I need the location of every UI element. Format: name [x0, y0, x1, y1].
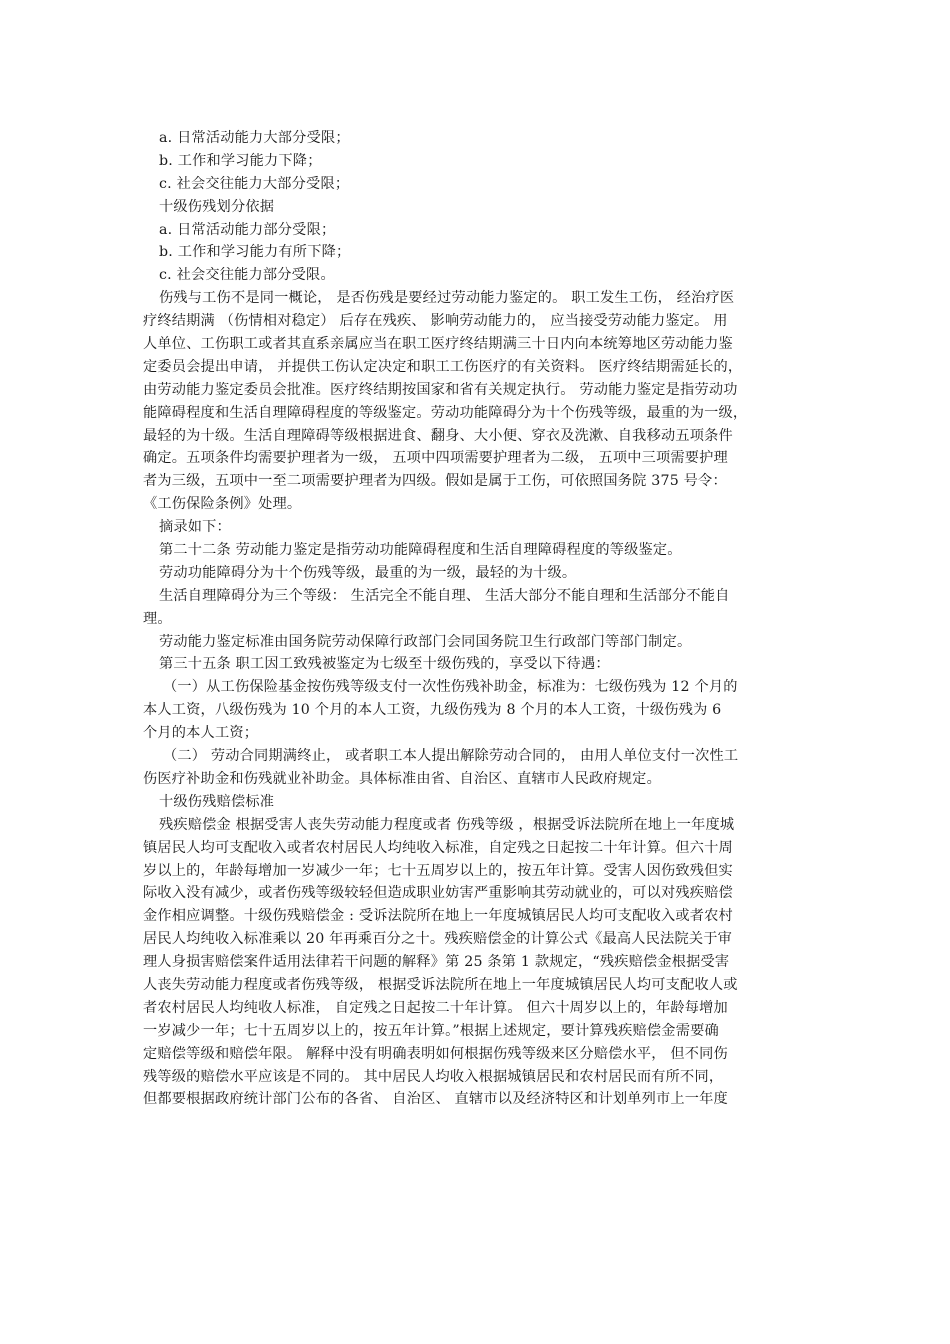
document-body	[143, 127, 807, 1111]
text-line: 《工伤保险条例》处理。	[143, 496, 302, 513]
text-line: 疗终结期满 （伤情相对稳定） 后存在残疾、 影响劳动能力的， 应当接受劳动能力鉴定。 用	[143, 313, 728, 330]
text-line: 人单位、工伤职工或者其直系亲属应当在职工医疗终结期满三十日内向本统筹地区劳动能力鉴	[143, 336, 733, 353]
text-line: 十级伤残赔偿标准	[159, 793, 275, 810]
text-line: c. 社会交往能力大部分受限；	[159, 175, 350, 192]
text-line: 伤医疗补助金和伤残就业补助金。具体标准由省、自治区、直辖市人民政府规定。	[143, 770, 661, 787]
text-line: 第三十五条 职工因工致残被鉴定为七级至十级伤残的，享受以下待遇：	[159, 656, 610, 673]
text-line: 理人身损害赔偿案件适用法律若干问题的解释》第 25 条第 1 款规定，“残疾赔偿金根据受害	[143, 954, 730, 971]
text-line: 伤残与工伤不是同一概论， 是否伤残是要经过劳动能力鉴定的。 职工发生工伤， 经治疗医	[159, 290, 735, 307]
text-line: （二） 劳动合同期满终止， 或者职工本人提出解除劳动合同的， 由用人单位支付一次性工	[163, 748, 739, 765]
text-line: 劳动功能障碍分为十个伤残等级，最重的为一级，最轻的为十级。	[159, 564, 577, 581]
text-line: 本人工资，八级伤残为 10 个月的本人工资，九级伤残为 8 个月的本人工资，十级伤残为 6	[143, 702, 722, 719]
text-line: 但都要根据政府统计部门公布的各省、 自治区、 直辖市以及经济特区和计划单列市上一年度	[143, 1091, 728, 1108]
text-line: 定委员会提出申请， 并提供工伤认定决定和职工工伤医疗的有关资料。 医疗终结期需延长的，	[143, 358, 743, 375]
text-line: a. 日常活动能力大部分受限；	[159, 130, 350, 146]
text-line: 残疾赔偿金 根据受害人丧失劳动能力程度或者 伤残等级 ，根据受诉法院所在地上一年度城	[159, 816, 735, 833]
text-line: 能障碍程度和生活自理障碍程度的等级鉴定。劳动功能障碍分为十个伤残等级，最重的为一级，	[143, 404, 748, 421]
text-line: 定赔偿等级和赔偿年限。 解释中没有明确表明如何根据伤残等级来区分赔偿水平， 但不同伤	[143, 1045, 728, 1062]
text-line: b. 工作和学习能力下降；	[159, 152, 322, 169]
text-line: 生活自理障碍分为三个等级： 生活完全不能自理、 生活大部分不能自理和生活部分不能自	[159, 587, 730, 604]
text-line: 一岁减少一年；七十五周岁以上的，按五年计算。”根据上述规定，要计算残疾赔偿金需要确	[143, 1022, 719, 1039]
text-line: 居民人均纯收入标准乘以 20 年再乘百分之十。残疾赔偿金的计算公式《最高人民法院关于审	[143, 931, 732, 948]
text-line: 际收入没有减少，或者伤残等级较轻但造成职业妨害严重影响其劳动就业的，可以对残疾赔偿	[143, 885, 733, 902]
text-line: b. 工作和学习能力有所下降；	[159, 244, 351, 261]
text-line: 确定。五项条件均需要护理者为一级， 五项中四项需要护理者为二级， 五项中三项需要护理	[143, 450, 728, 467]
text-line: 个月的本人工资；	[143, 725, 259, 742]
text-line: 者为三级，五项中一至二项需要护理者为四级。假如是属于工伤，可依照国务院 375 号令：	[143, 473, 727, 490]
text-line: 摘录如下：	[159, 519, 231, 536]
text-line: 十级伤残划分依据	[159, 198, 275, 215]
text-line: c. 社会交往能力部分受限。	[159, 267, 335, 284]
text-line: 残等级的赔偿水平应该是不同的。 其中居民人均收入根据城镇居民和农村居民而有所不同，	[143, 1068, 724, 1085]
text-line: a. 日常活动能力部分受限；	[159, 221, 336, 238]
text-line: 人丧失劳动能力程度或者伤残等级， 根据受诉法院所在地上一年度城镇居民人均可支配收人或	[143, 976, 738, 993]
text-line: （一）从工伤保险基金按伤残等级支付一次性伤残补助金，标准为：七级伤残为 12 个月的	[163, 679, 738, 696]
text-line: 劳动能力鉴定标准由国务院劳动保障行政部门会同国务院卫生行政部门等部门制定。	[159, 633, 692, 650]
text-line: 理。	[143, 610, 172, 627]
text-line: 最轻的为十级。生活自理障碍等级根据进食、翻身、大小便、穿衣及洗漱、自我移动五项条件	[143, 427, 733, 444]
text-line: 由劳动能力鉴定委员会批准。医疗终结期按国家和省有关规定执行。 劳动能力鉴定是指劳动功	[143, 381, 738, 398]
text-line: 者农村居民人均纯收人标准， 自定残之日起按二十年计算。 但六十周岁以上的，年龄每增加	[143, 999, 728, 1016]
text-line: 第二十二条 劳动能力鉴定是指劳动功能障碍程度和生活自理障碍程度的等级鉴定。	[159, 542, 682, 559]
text-line: 金作相应调整。十级伤残赔偿金 : 受诉法院所在地上一年度城镇居民人均可支配收入或者农村	[143, 908, 733, 925]
text-line: 岁以上的，年龄每增加一岁减少一年；七十五周岁以上的，按五年计算。受害人因伤致残但实	[143, 862, 733, 879]
text-line: 镇居民人均可支配收入或者农村居民人均纯收入标准，自定残之日起按二十年计算。但六十周	[143, 839, 733, 856]
